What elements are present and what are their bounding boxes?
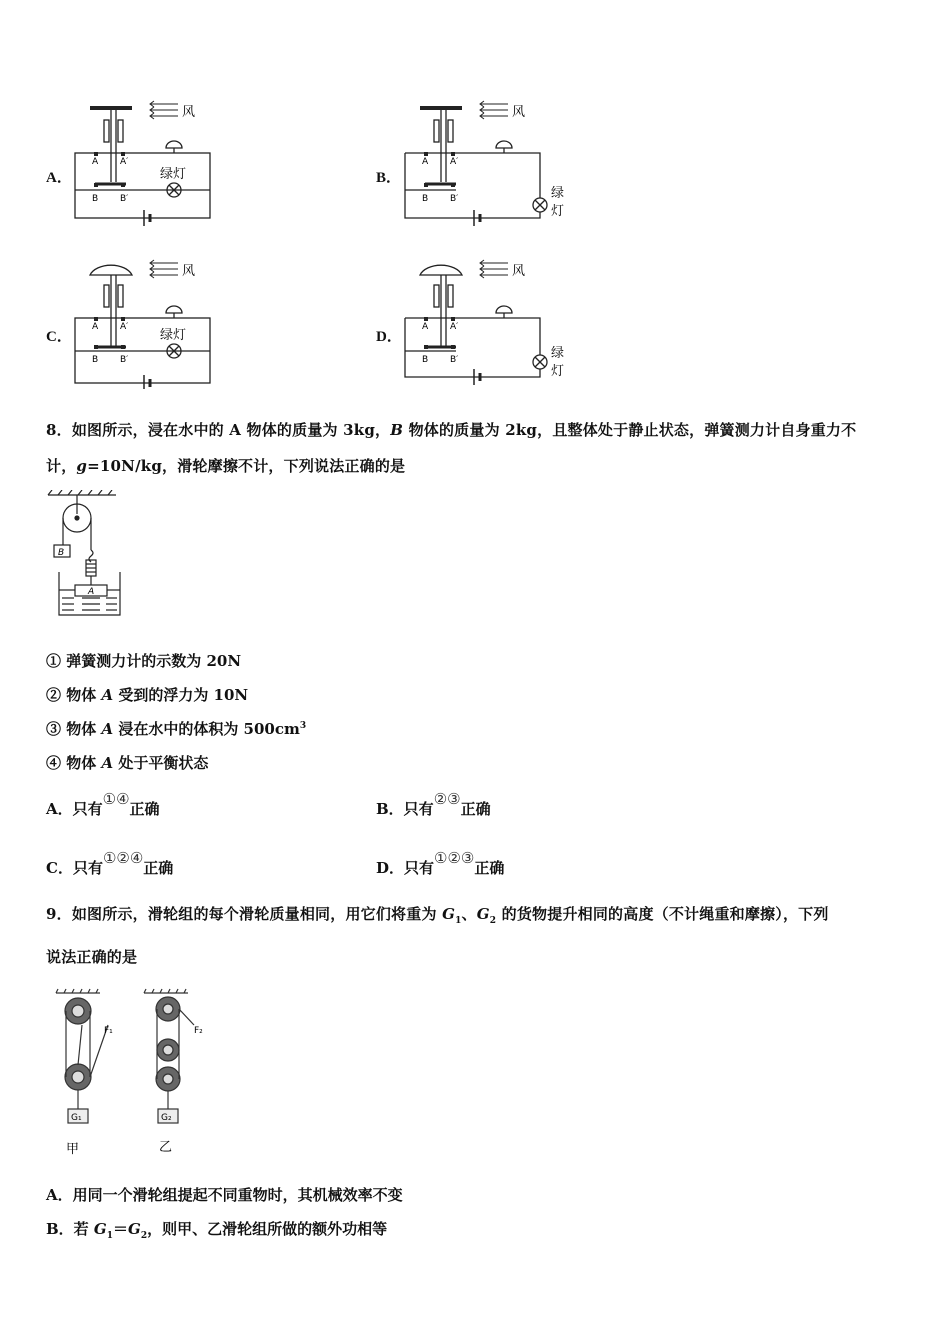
svg-text:A′: A′ <box>120 157 129 167</box>
svg-text:B: B <box>58 548 65 558</box>
svg-text:甲: 甲 <box>66 1142 80 1157</box>
q8-line-1: 8．如图所示，浸在水中的 A 物体的质量为 3kg，B 物体的质量为 2kg，且整体处于静止状态，弹簧测力计自身重力不 <box>46 421 857 439</box>
q9-pulley-figure <box>44 985 229 1160</box>
circuit-diagram-b <box>400 98 572 231</box>
q9-stem <box>46 896 916 975</box>
svg-text:B′: B′ <box>120 355 129 365</box>
q8-line-2: 计，g=10N/kg，滑轮摩擦不计，下列说法正确的是 <box>46 457 406 475</box>
circuit-diagram-c <box>70 257 215 390</box>
svg-text:风: 风 <box>182 105 196 120</box>
svg-text:风: 风 <box>512 105 526 120</box>
svg-text:风: 风 <box>182 264 196 279</box>
q9-option-a[interactable]: A．用同一个滑轮组提起不同重物时，其机械效率不变 <box>46 1186 403 1204</box>
svg-text:B: B <box>422 194 429 204</box>
svg-text:A′: A′ <box>450 322 459 332</box>
svg-text:B: B <box>422 355 429 365</box>
svg-text:A: A <box>92 322 99 332</box>
circuit-diagram-d <box>400 257 572 390</box>
svg-text:B: B <box>92 355 99 365</box>
q8-statement-3: ③ 物体 A 浸在水中的体积为 $500cm^3$ <box>46 720 307 738</box>
option-a-label: A． <box>46 170 72 186</box>
svg-text:A: A <box>92 157 99 167</box>
svg-text:B: B <box>92 194 99 204</box>
circuit-diagram-a <box>70 98 215 231</box>
svg-text:绿: 绿 <box>551 346 565 361</box>
svg-text:F₁: F₁ <box>104 1026 113 1036</box>
option-b-label: B． <box>376 170 402 186</box>
svg-text:绿灯: 绿灯 <box>160 167 187 182</box>
svg-text:灯: 灯 <box>551 364 565 379</box>
svg-text:F₂: F₂ <box>194 1026 203 1036</box>
svg-text:绿: 绿 <box>551 186 565 201</box>
q8-statement-4: ④ 物体 A 处于平衡状态 <box>46 754 209 772</box>
q8-statement-1: ① 弹簧测力计的示数为 20N <box>46 652 242 670</box>
svg-text:绿灯: 绿灯 <box>160 328 187 343</box>
q8-stem <box>46 412 916 484</box>
q8-choice-a[interactable]: A．只有①④正确 <box>46 790 160 818</box>
svg-text:A′: A′ <box>450 157 459 167</box>
q9-line-2: 说法正确的是 <box>46 948 138 966</box>
svg-text:A: A <box>422 322 429 332</box>
svg-text:B′: B′ <box>120 194 129 204</box>
svg-text:G₂: G₂ <box>161 1113 172 1123</box>
q9-line-1: 9．如图所示，滑轮组的每个滑轮质量相同，用它们将重为 $G_1$、$G_2$ 的货物提升相同的高度（不计绳重和摩擦），下列 <box>46 905 829 926</box>
option-d-label: D． <box>376 329 402 345</box>
svg-text:A: A <box>422 157 429 167</box>
q8-choice-b[interactable]: B．只有②③正确 <box>376 790 491 818</box>
q9-option-b[interactable]: B．若 $G_1=G_2$，则甲、乙滑轮组所做的额外功相等 <box>46 1220 388 1241</box>
svg-text:G₁: G₁ <box>71 1113 82 1123</box>
q8-pulley-figure <box>44 490 124 620</box>
svg-text:乙: 乙 <box>159 1140 173 1155</box>
svg-text:A: A <box>88 587 95 597</box>
svg-text:B′: B′ <box>450 355 459 365</box>
option-c-label: C． <box>46 329 72 345</box>
svg-text:灯: 灯 <box>551 204 565 219</box>
q8-choice-c[interactable]: C．只有①②④正确 <box>46 849 174 877</box>
q8-statement-2: ② 物体 A 受到的浮力为 10N <box>46 686 249 704</box>
svg-text:B′: B′ <box>450 194 459 204</box>
svg-text:风: 风 <box>512 264 526 279</box>
svg-text:A′: A′ <box>120 322 129 332</box>
q8-choice-d[interactable]: D．只有①②③正确 <box>376 849 505 877</box>
